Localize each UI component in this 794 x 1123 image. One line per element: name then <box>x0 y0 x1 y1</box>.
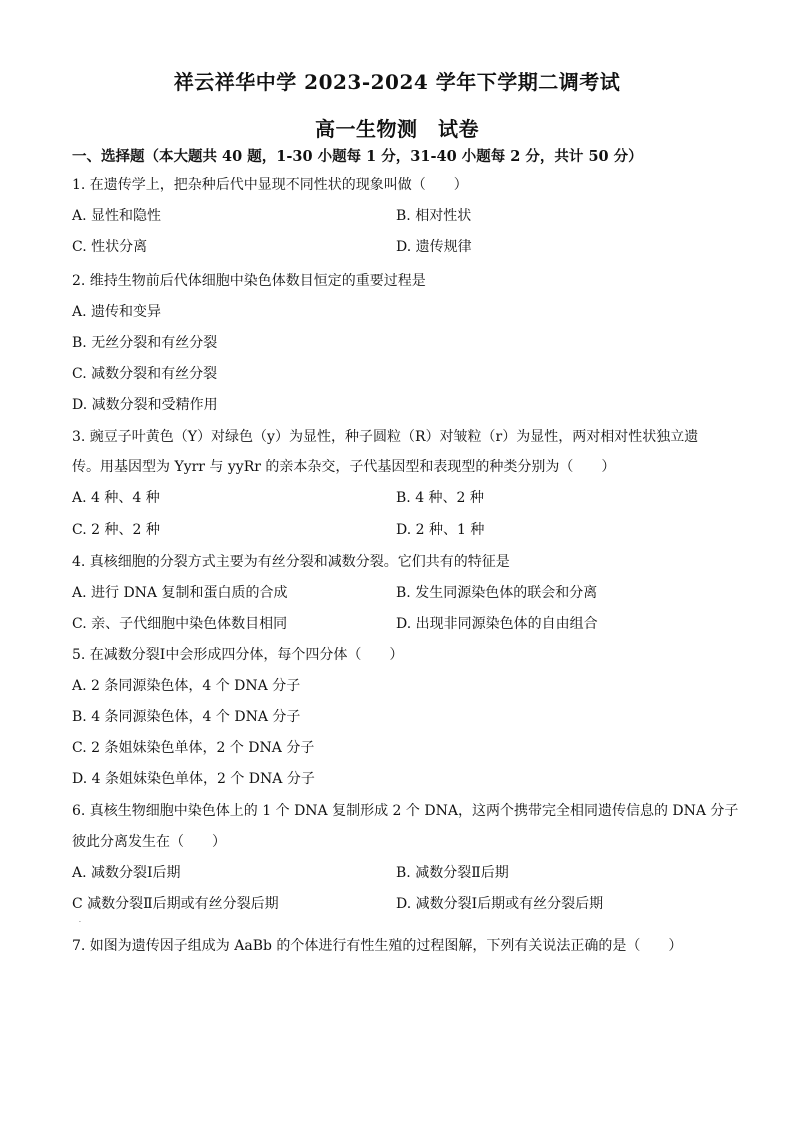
question-6-option-b: B. 减数分裂Ⅱ后期 <box>396 865 509 881</box>
question-5-option-b: B. 4 条同源染色体，4 个 DNA 分子 <box>72 709 301 725</box>
question-3-stem-line-1: 3. 豌豆子叶黄色（Y）对绿色（y）为显性，种子圆粒（R）对皱粒（r）为显性，两对相对性状独立遗 <box>72 429 699 445</box>
question-1-option-b: B. 相对性状 <box>396 208 472 224</box>
question-1-option-c: C. 性状分离 <box>72 239 148 255</box>
question-2-option-d: D. 减数分裂和受精作用 <box>72 397 218 413</box>
question-5-option-d: D. 4 条姐妹染色单体，2 个 DNA 分子 <box>72 771 315 787</box>
question-2-option-a: A. 遗传和变异 <box>72 304 162 320</box>
question-6-stem-line-2: 彼此分离发生在（ ） <box>72 834 226 850</box>
question-4-option-d: D. 出现非同源染色体的自由组合 <box>396 616 598 632</box>
question-3-option-a: A. 4 种、4 种 <box>72 490 160 506</box>
question-3-option-b: B. 4 种、2 种 <box>396 490 484 506</box>
question-6-option-c: C 减数分裂Ⅱ后期或有丝分裂后期 <box>72 896 279 912</box>
question-7-stem: 7. 如图为遗传因子组成为 AaBb 的个体进行有性生殖的过程图解，下列有关说法正确的是（ ） <box>72 938 683 954</box>
question-5-option-a: A. 2 条同源染色体，4 个 DNA 分子 <box>72 678 301 694</box>
question-3-option-c: C. 2 种、2 种 <box>72 522 160 538</box>
question-4-option-b: B. 发生同源染色体的联会和分离 <box>396 585 598 601</box>
question-6-stem-line-1: 6. 真核生物细胞中染色体上的 1 个 DNA 复制形成 2 个 DNA，这两个携带完全相同遗传信息的 DNA 分子 <box>72 803 739 819</box>
question-2-option-b: B. 无丝分裂和有丝分裂 <box>72 335 218 351</box>
question-1-stem: 1. 在遗传学上，把杂种后代中显现不同性状的现象叫做（ ） <box>72 177 468 193</box>
question-5-stem: 5. 在减数分裂Ⅰ中会形成四分体，每个四分体（ ） <box>72 647 404 663</box>
question-3-option-d: D. 2 种、1 种 <box>396 522 485 538</box>
question-6-option-d: D. 减数分裂Ⅰ后期或有丝分裂后期 <box>396 896 604 912</box>
exam-title: 祥云祥华中学 2023-2024 学年下学期二调考试 <box>173 70 621 94</box>
question-2-stem: 2. 维持生物前后代体细胞中染色体数目恒定的重要过程是 <box>72 273 426 289</box>
question-5-option-c: C. 2 条姐妹染色单体，2 个 DNA 分子 <box>72 740 315 756</box>
exam-subtitle: 高一生物测 试卷 <box>315 117 479 141</box>
question-4-option-a: A. 进行 DNA 复制和蛋白质的合成 <box>72 585 288 601</box>
question-1-option-a: A. 显性和隐性 <box>72 208 162 224</box>
question-4-option-c: C. 亲、子代细胞中染色体数目相同 <box>72 616 288 632</box>
question-6-option-a: A. 减数分裂Ⅰ后期 <box>72 865 181 881</box>
section-heading: 一、选择题（本大题共 40 题，1-30 小题每 1 分，31-40 小题每 2 分，共计 50 分） <box>72 148 643 165</box>
question-3-stem-line-2: 传。用基因型为 Yyrr 与 yyRr 的亲本杂交，子代基因型和表现型的种类分别为（ ） <box>72 459 616 475</box>
question-1-option-d: D. 遗传规律 <box>396 239 472 255</box>
question-4-stem: 4. 真核细胞的分裂方式主要为有丝分裂和减数分裂。它们共有的特征是 <box>72 554 510 570</box>
question-6-option-c-mark: . <box>79 917 81 924</box>
question-2-option-c: C. 减数分裂和有丝分裂 <box>72 366 218 382</box>
